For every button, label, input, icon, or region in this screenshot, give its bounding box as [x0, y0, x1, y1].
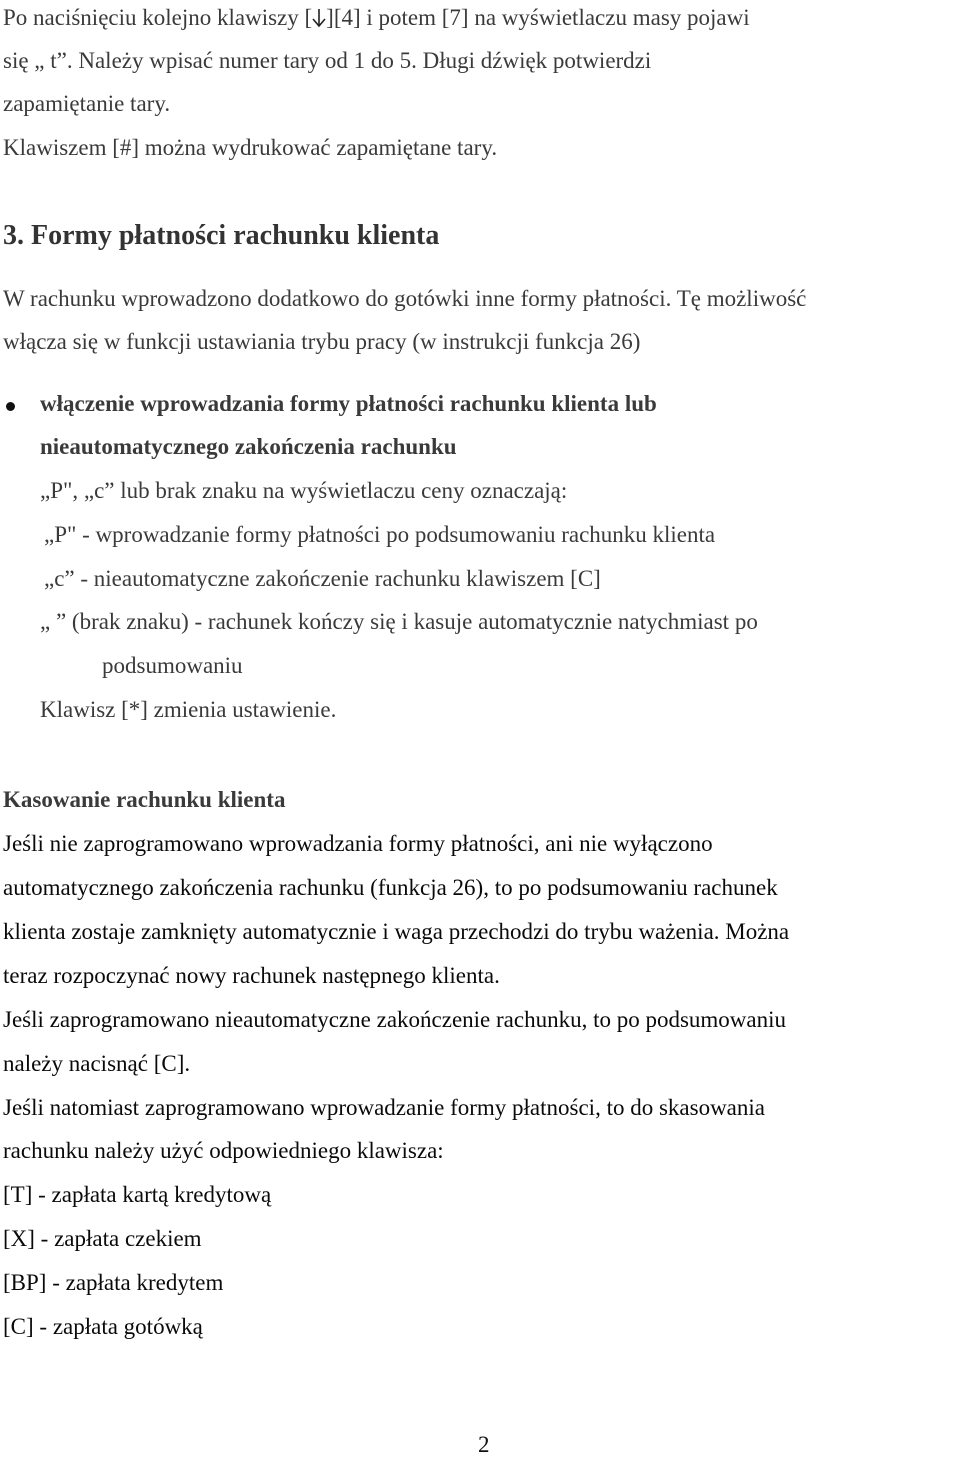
- cancel-line: automatycznego zakończenia rachunku (funkcja 26), to po podsumowaniu rachunek: [3, 875, 778, 900]
- option-c: „c” - nieautomatyczne zakończenie rachunku klawiszem [C]: [44, 566, 601, 591]
- cancel-line: Jeśli natomiast zaprogramowano wprowadzanie formy płatności, to do skasowania: [3, 1095, 765, 1120]
- payment-key-card: [T] - zapłata kartą kredytową: [3, 1182, 272, 1207]
- intro-line-3: zapamiętanie tary.: [3, 91, 171, 116]
- cancel-line: należy nacisnąć [C].: [3, 1051, 191, 1076]
- bullet-icon: [6, 402, 15, 411]
- cancel-heading: Kasowanie rachunku klienta: [3, 787, 286, 812]
- cancel-line: rachunku należy użyć odpowiedniego klawisza:: [3, 1138, 444, 1163]
- section-para-line-2: włącza się w funkcji ustawiania trybu pracy (w instrukcji funkcja 26): [3, 329, 641, 354]
- cancel-line: teraz rozpoczynać nowy rachunek następnego klienta.: [3, 963, 500, 988]
- intro-line-2: się „ t”. Należy wpisać numer tary od 1 do 5. Długi dźwięk potwierdzi: [3, 48, 652, 73]
- option-none-line-2: podsumowaniu: [102, 653, 243, 678]
- intro-line-1: [3, 4, 750, 32]
- cancel-line: klienta zostaje zamknięty automatycznie i waga przechodzi do trybu ważenia. Można: [3, 919, 790, 944]
- down-arrow-icon: [312, 8, 326, 28]
- intro-line-1-post: ][4] i potem [7] na wyświetlaczu masy pojawi: [326, 5, 750, 30]
- cancel-line: Jeśli zaprogramowano nieautomatyczne zakończenie rachunku, to po podsumowaniu: [3, 1007, 787, 1032]
- page-number: 2: [478, 1432, 490, 1457]
- intro-line-4: Klawiszem [#] można wydrukować zapamiętane tary.: [3, 135, 498, 160]
- option-none-line-1: „ ” (brak znaku) - rachunek kończy się i kasuje automatycznie natychmiast po: [40, 609, 758, 634]
- payment-key-credit: [BP] - zapłata kredytem: [3, 1270, 224, 1295]
- bullet-line-1: włączenie wprowadzania formy płatności rachunku klienta lub: [40, 391, 657, 416]
- payment-key-cheque: [X] - zapłata czekiem: [3, 1226, 202, 1251]
- section-heading: 3. Formy płatności rachunku klienta: [3, 220, 440, 251]
- intro-line-1-pre: Po naciśnięciu kolejno klawiszy [: [3, 5, 313, 30]
- option-p: „P" - wprowadzanie formy płatności po podsumowaniu rachunku klienta: [44, 522, 716, 547]
- indicator-description: „P", „c” lub brak znaku na wyświetlaczu ceny oznaczają:: [40, 478, 568, 503]
- cancel-line: Jeśli nie zaprogramowano wprowadzania formy płatności, ani nie wyłączono: [3, 831, 713, 856]
- section-para-line-1: W rachunku wprowadzono dodatkowo do gotówki inne formy płatności. Tę możliwość: [3, 286, 807, 311]
- bullet-line-2: nieautomatycznego zakończenia rachunku: [40, 434, 457, 459]
- payment-key-cash: [C] - zapłata gotówką: [3, 1314, 203, 1339]
- key-star-note: Klawisz [*] zmienia ustawienie.: [40, 697, 337, 722]
